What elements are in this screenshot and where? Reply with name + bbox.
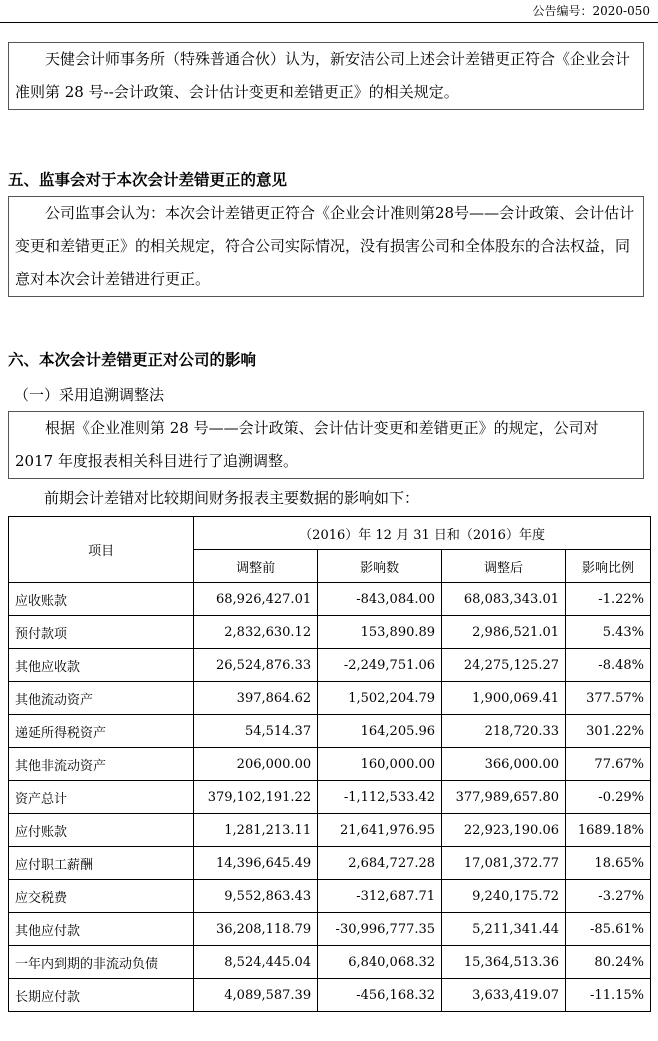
row-impact: -2,249,751.06 bbox=[318, 649, 442, 682]
row-after: 3,633,419.07 bbox=[442, 979, 566, 1012]
row-impact: 164,205.96 bbox=[318, 715, 442, 748]
financial-impact-table bbox=[8, 516, 651, 1012]
row-item: 其他非流动资产 bbox=[9, 748, 194, 781]
col-header-ratio: 影响比例 bbox=[566, 550, 651, 583]
col-header-impact: 影响数 bbox=[318, 550, 442, 583]
row-before: 2,832,630.12 bbox=[194, 616, 318, 649]
table-row bbox=[9, 748, 651, 781]
row-ratio: -1.22% bbox=[566, 583, 651, 616]
table-header-row bbox=[9, 517, 651, 550]
row-ratio: -3.27% bbox=[566, 880, 651, 913]
col-header-before: 调整前 bbox=[194, 550, 318, 583]
row-after: 2,986,521.01 bbox=[442, 616, 566, 649]
row-item: 应交税费 bbox=[9, 880, 194, 913]
section-5-heading: 五、监事会对于本次会计差错更正的意见 bbox=[8, 171, 288, 189]
supervisory-opinion-text: 公司监事会认为：本次会计差错更正符合《企业会计准则第28号——会计政策、会计估计变更和差错更正》的相关规定，符合公司实际情况，没有损害公司和全体股东的合法权益，同意对本次会计差错进行更正。 bbox=[15, 204, 635, 288]
row-impact: -1,112,533.42 bbox=[318, 781, 442, 814]
row-before: 68,926,427.01 bbox=[194, 583, 318, 616]
row-before: 14,396,645.49 bbox=[194, 847, 318, 880]
row-ratio: 301.22% bbox=[566, 715, 651, 748]
row-ratio: 80.24% bbox=[566, 946, 651, 979]
row-impact: -456,168.32 bbox=[318, 979, 442, 1012]
row-impact: 21,641,976.95 bbox=[318, 814, 442, 847]
table-row bbox=[9, 616, 651, 649]
row-impact: -30,996,777.35 bbox=[318, 913, 442, 946]
row-item: 其他流动资产 bbox=[9, 682, 194, 715]
row-before: 397,864.62 bbox=[194, 682, 318, 715]
table-row bbox=[9, 847, 651, 880]
table-row bbox=[9, 913, 651, 946]
row-after: 17,081,372.77 bbox=[442, 847, 566, 880]
table-intro: 前期会计差错对比较期间财务报表主要数据的影响如下： bbox=[44, 489, 420, 507]
table-row bbox=[9, 649, 651, 682]
row-item: 应付职工薪酬 bbox=[9, 847, 194, 880]
supervisory-opinion-box bbox=[8, 196, 644, 297]
row-impact: -312,687.71 bbox=[318, 880, 442, 913]
period-header: （2016）年 12 月 31 日和（2016）年度 bbox=[194, 517, 651, 550]
row-after: 377,989,657.80 bbox=[442, 781, 566, 814]
row-item: 预付款项 bbox=[9, 616, 194, 649]
row-impact: 2,684,727.28 bbox=[318, 847, 442, 880]
row-ratio: -11.15% bbox=[566, 979, 651, 1012]
row-ratio: 5.43% bbox=[566, 616, 651, 649]
row-after: 15,364,513.36 bbox=[442, 946, 566, 979]
table-row bbox=[9, 979, 651, 1012]
auditor-opinion-text: 天健会计师事务所（特殊普通合伙）认为，新安洁公司上述会计差错更正符合《企业会计准则第 28 号--会计政策、会计估计变更和差错更正》的相关规定。 bbox=[15, 50, 631, 101]
row-impact: 6,840,068.32 bbox=[318, 946, 442, 979]
announcement-number: 公告编号：2020-050 bbox=[532, 4, 650, 18]
row-item: 资产总计 bbox=[9, 781, 194, 814]
row-impact: 160,000.00 bbox=[318, 748, 442, 781]
row-item: 一年内到期的非流动负债 bbox=[9, 946, 194, 979]
row-after: 24,275,125.27 bbox=[442, 649, 566, 682]
row-after: 5,211,341.44 bbox=[442, 913, 566, 946]
row-after: 1,900,069.41 bbox=[442, 682, 566, 715]
table-row bbox=[9, 715, 651, 748]
row-item: 递延所得税资产 bbox=[9, 715, 194, 748]
table-row bbox=[9, 583, 651, 616]
row-ratio: -0.29% bbox=[566, 781, 651, 814]
row-ratio: 377.57% bbox=[566, 682, 651, 715]
row-item: 其他应付款 bbox=[9, 913, 194, 946]
row-before: 54,514.37 bbox=[194, 715, 318, 748]
section-6-subheading: （一）采用追溯调整法 bbox=[14, 386, 165, 404]
row-after: 366,000.00 bbox=[442, 748, 566, 781]
row-before: 9,552,863.43 bbox=[194, 880, 318, 913]
row-impact: 1,502,204.79 bbox=[318, 682, 442, 715]
row-ratio: 1689.18% bbox=[566, 814, 651, 847]
table-row bbox=[9, 814, 651, 847]
row-before: 379,102,191.22 bbox=[194, 781, 318, 814]
row-before: 8,524,445.04 bbox=[194, 946, 318, 979]
col-header-after: 调整后 bbox=[442, 550, 566, 583]
retrospective-adjustment-box bbox=[8, 411, 644, 479]
row-item: 其他应收款 bbox=[9, 649, 194, 682]
row-ratio: -85.61% bbox=[566, 913, 651, 946]
row-before: 26,524,876.33 bbox=[194, 649, 318, 682]
row-after: 218,720.33 bbox=[442, 715, 566, 748]
table-row bbox=[9, 682, 651, 715]
table-row bbox=[9, 880, 651, 913]
row-ratio: 18.65% bbox=[566, 847, 651, 880]
row-before: 1,281,213.11 bbox=[194, 814, 318, 847]
row-ratio: 77.67% bbox=[566, 748, 651, 781]
item-header: 项目 bbox=[9, 517, 194, 583]
row-item: 应收账款 bbox=[9, 583, 194, 616]
row-impact: 153,890.89 bbox=[318, 616, 442, 649]
row-after: 9,240,175.72 bbox=[442, 880, 566, 913]
row-after: 22,923,190.06 bbox=[442, 814, 566, 847]
row-before: 206,000.00 bbox=[194, 748, 318, 781]
row-item: 应付账款 bbox=[9, 814, 194, 847]
table-row bbox=[9, 781, 651, 814]
row-before: 4,089,587.39 bbox=[194, 979, 318, 1012]
table-row bbox=[9, 946, 651, 979]
row-ratio: -8.48% bbox=[566, 649, 651, 682]
row-before: 36,208,118.79 bbox=[194, 913, 318, 946]
row-after: 68,083,343.01 bbox=[442, 583, 566, 616]
retrospective-adjustment-text: 根据《企业准则第 28 号——会计政策、会计估计变更和差错更正》的规定，公司对 2017 年度报表相关科目进行了追溯调整。 bbox=[15, 419, 599, 470]
row-impact: -843,084.00 bbox=[318, 583, 442, 616]
header-divider bbox=[0, 22, 658, 23]
row-item: 长期应付款 bbox=[9, 979, 194, 1012]
section-6-heading: 六、本次会计差错更正对公司的影响 bbox=[8, 351, 257, 369]
auditor-opinion-box bbox=[8, 42, 644, 110]
